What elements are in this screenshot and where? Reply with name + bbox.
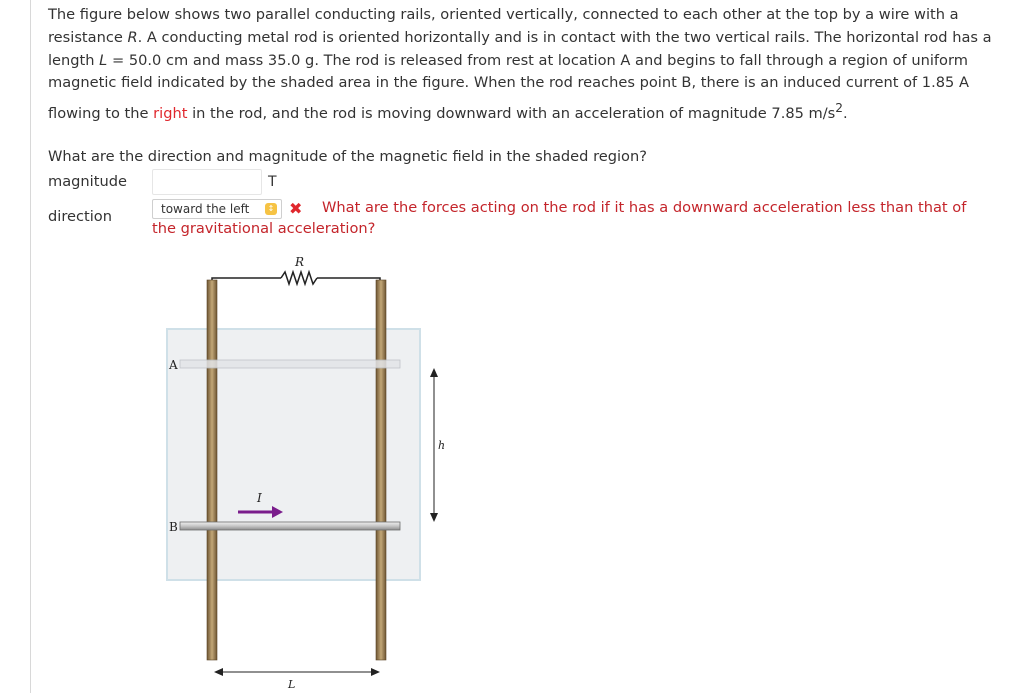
problem-text: = 50.0 cm and mass 35.0 g. The rod is released from rest at location A and begins to fall through a region of uniform: [107, 51, 968, 69]
label-h: h: [438, 439, 446, 452]
label-L: L: [288, 678, 296, 690]
problem-line: [48, 97, 1013, 126]
rod-position-A: [180, 360, 400, 368]
incorrect-x-icon: ✖: [289, 199, 303, 218]
right-rail: [376, 280, 386, 660]
question-text: What are the direction and magnitude of the magnetic field in the shaded region?: [48, 148, 647, 165]
left-rail: [207, 280, 217, 660]
rail-figure: [150, 250, 450, 694]
height-arrow-down-icon: [430, 513, 438, 522]
page-left-border: [30, 0, 31, 693]
feedback-hint: What are the forces acting on the rod if it has a downward acceleration less than that of the gravitational acceleration?: [152, 199, 967, 237]
highlight-right: right: [153, 105, 188, 123]
problem-line: [48, 4, 1013, 27]
problem-text: in the rod, and the rod is moving downward with an acceleration of magnitude 7.85 m/s: [187, 105, 836, 123]
problem-text: magnetic field indicated by the shaded area in the figure. When the rod reaches point B, there is an induced current of 1.85 A: [48, 74, 969, 92]
problem-text: length: [48, 51, 100, 69]
select-chevron-icon: ↕: [265, 203, 277, 215]
problem-text: . A conducting metal rod is oriented horizontally and is in contact with the two vertical rails. The horizontal rod has a: [137, 28, 992, 46]
exponent: 2: [835, 101, 844, 116]
figure-svg: [150, 250, 450, 690]
label-R: R: [295, 255, 305, 269]
direction-label: direction: [48, 208, 112, 225]
problem-statement: [48, 4, 1013, 126]
problem-text: .: [843, 105, 848, 123]
problem-text: resistance: [48, 28, 128, 46]
length-arrow-right-icon: [371, 668, 380, 676]
problem-line: [48, 72, 1013, 95]
direction-selected-value: toward the left: [161, 202, 250, 216]
height-arrow-up-icon: [430, 368, 438, 377]
rod-position-B: [180, 522, 400, 530]
magnitude-unit: T: [268, 174, 277, 190]
problem-text: flowing to the: [48, 105, 154, 123]
problem-line: [48, 27, 1013, 50]
problem-text: The figure below shows two parallel conducting rails, oriented vertically, connected to each other at the top by a wire with a: [48, 6, 959, 23]
label-A: A: [169, 358, 178, 372]
magnitude-input[interactable]: [152, 169, 262, 195]
label-I: I: [257, 491, 262, 505]
magnitude-label: magnitude: [48, 173, 127, 190]
var-L: L: [99, 51, 108, 69]
label-B: B: [169, 520, 178, 534]
length-arrow-left-icon: [214, 668, 223, 676]
var-R: R: [127, 28, 138, 46]
resistor-symbol: [281, 272, 317, 284]
problem-line: [48, 50, 1013, 73]
